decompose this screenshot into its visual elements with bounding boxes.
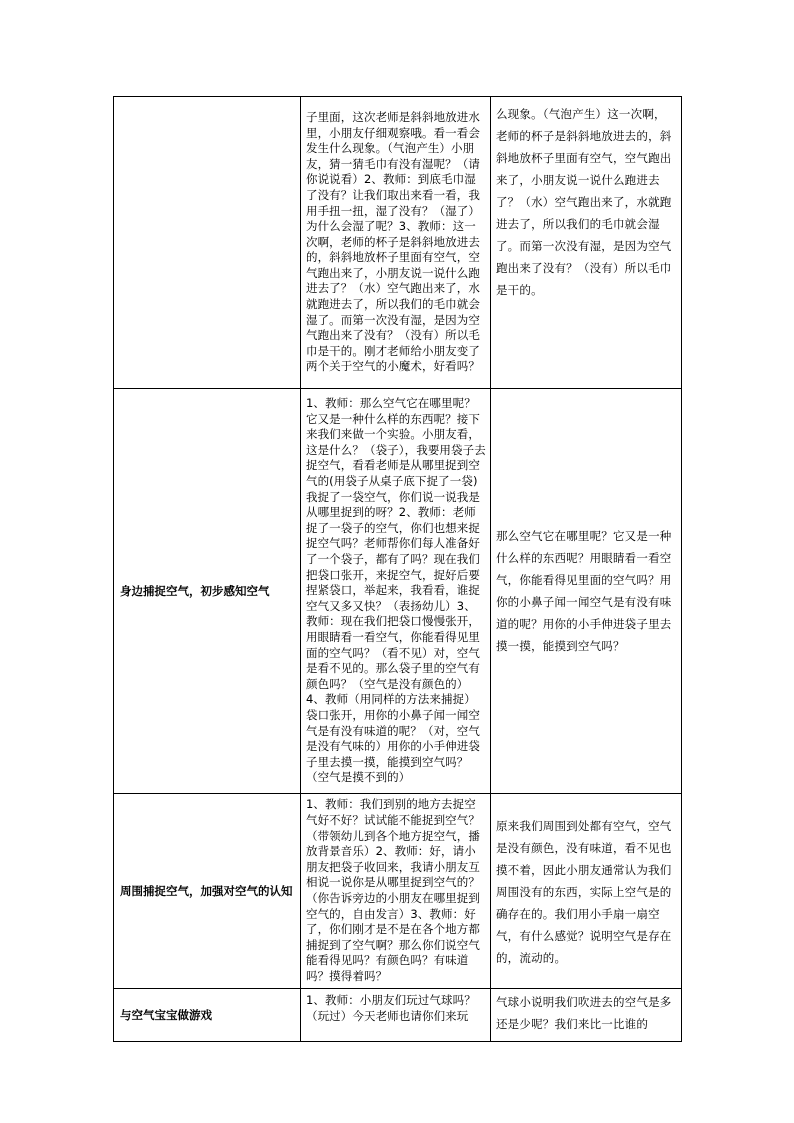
summary-cell [490, 794, 681, 989]
summary-text: 气球小说明我们吹进去的空气是多还是少呢？我们来比一比谁的 [495, 995, 672, 1031]
process-cell [300, 794, 490, 989]
summary-cell [490, 97, 681, 389]
stage-label-cell [114, 389, 301, 794]
summary-text: 那么空气它在哪里呢？它又是一种什么样的东西呢？用眼睛看一看空气，你能看得见里面的空气吗？用你的小鼻子闻一闻空气是有没有味道的呢？用你的小手伸进袋子里去摸一摸，能摸到空气吗？ [495, 529, 672, 653]
process-text: 1、教师：我们到别的地方去捉空气好不好？试试能不能捉到空气？（带领幼儿到各个地方捉空气，播放背景音乐）2、教师：好，请小朋友把袋子收回来，我请小朋友互相说一说你是从哪里捉到空气的？（你告诉旁边的小朋友在哪里捉到空气的，自由发言）3、教师：好了，你们刚才是不是在各个地方都捕捉到了空气啊？那么你们说空气能看得见吗？有颜色吗？有味道吗？摸得着吗？ [305, 797, 480, 983]
stage-label: 周围捕捉空气，加强对空气的认知 [120, 884, 293, 898]
table-row [114, 794, 682, 989]
table-row [114, 989, 682, 1042]
process-cell [300, 389, 490, 794]
table-row [114, 389, 682, 794]
summary-cell [490, 389, 681, 794]
stage-label-cell [114, 989, 301, 1042]
process-text: 1、教师：小朋友们玩过气球吗？（玩过）今天老师也请你们来玩 [305, 993, 476, 1023]
stage-label: 身边捕捉空气，初步感知空气 [120, 584, 270, 598]
stage-label: 与空气宝宝做游戏 [120, 1008, 212, 1022]
process-cell [300, 989, 490, 1042]
stage-label-cell [114, 794, 301, 989]
summary-cell [490, 989, 681, 1042]
process-cell [300, 97, 490, 389]
summary-text: 原来我们周围到处都有空气，空气是没有颜色，没有味道，看不见也摸不着，因此小朋友通常认为我们周围没有的东西，实际上空气是的确存在的。我们用小手扇一扇空气，有什么感觉？说明空气是存在的，流动的。 [495, 819, 672, 965]
process-text: 1、教师：那么空气它在哪里呢？它又是一种什么样的东西呢？接下来我们来做一个实验。小朋友看，这是什么？（袋子），我要用袋子去捉空气，看看老师是从哪里捉到空气的(用袋子从桌子底下捉了一袋)我捉了一袋空气，你们说一说我是从哪里捉到的呀？2、教师：老师捉了一袋子的空气，你们也想来捉捉空气吗？老师帮你们每人准备好了一个袋子，都有了吗？现在我们把袋口张开，来捉空气，捉好后要捏紧袋口，举起来，我看看，谁捉空气又多又快？（表扬幼儿）3、教师：现在我们把袋口慢慢张开，用眼睛看一看空气，你能看得见里面的空气吗？（看不见）对，空气是看不见的。那么袋子里的空气有颜色吗？（空气是没有颜色的）4、教师（用同样的方法来捕捉）袋口张开，用你的小鼻子闻一闻空气是有没有味道的呢？（对，空气是没有气味的）用你的小手伸进袋子里去摸一摸，能摸到空气吗？（空气是摸不到的） [305, 396, 486, 785]
summary-text: 么现象。（气泡产生）这一次啊，老师的杯子是斜斜地放进去的，斜斜地放杯子里面有空气，空气跑出来了，小朋友说一说什么跑进去了？（水）空气跑出来了，水就跑进去了，所以我们的毛巾就会湿了。而第一次没有湿，是因为空气跑出来了没有？（没有）所以毛巾是干的。 [495, 107, 672, 297]
lesson-plan-table [113, 96, 682, 1042]
table-row [114, 97, 682, 389]
process-text: 子里面，这次老师是斜斜地放进水里，小朋友仔细观察哦。看一看会发生什么现象。（气泡产生）小朋友，猜一猜毛巾有没有湿呢？（请你说说看）2、教师：到底毛巾湿了没有？让我们取出来看一看，我用手扭一扭，湿了没有？（湿了）为什么会湿了呢？3、教师：这一次啊，老师的杯子是斜斜地放进去的，斜斜地放杯子里面有空气，空气跑出来了，小朋友说一说什么跑进去了？（水）空气跑出来了，水就跑进去了，所以我们的毛巾就会湿了。而第一次没有湿，是因为空气跑出来了没有？（没有）所以毛巾是干的。刚才老师给小朋友变了两个关于空气的小魔术，好看吗？ [305, 109, 480, 374]
stage-label-cell [114, 97, 301, 389]
